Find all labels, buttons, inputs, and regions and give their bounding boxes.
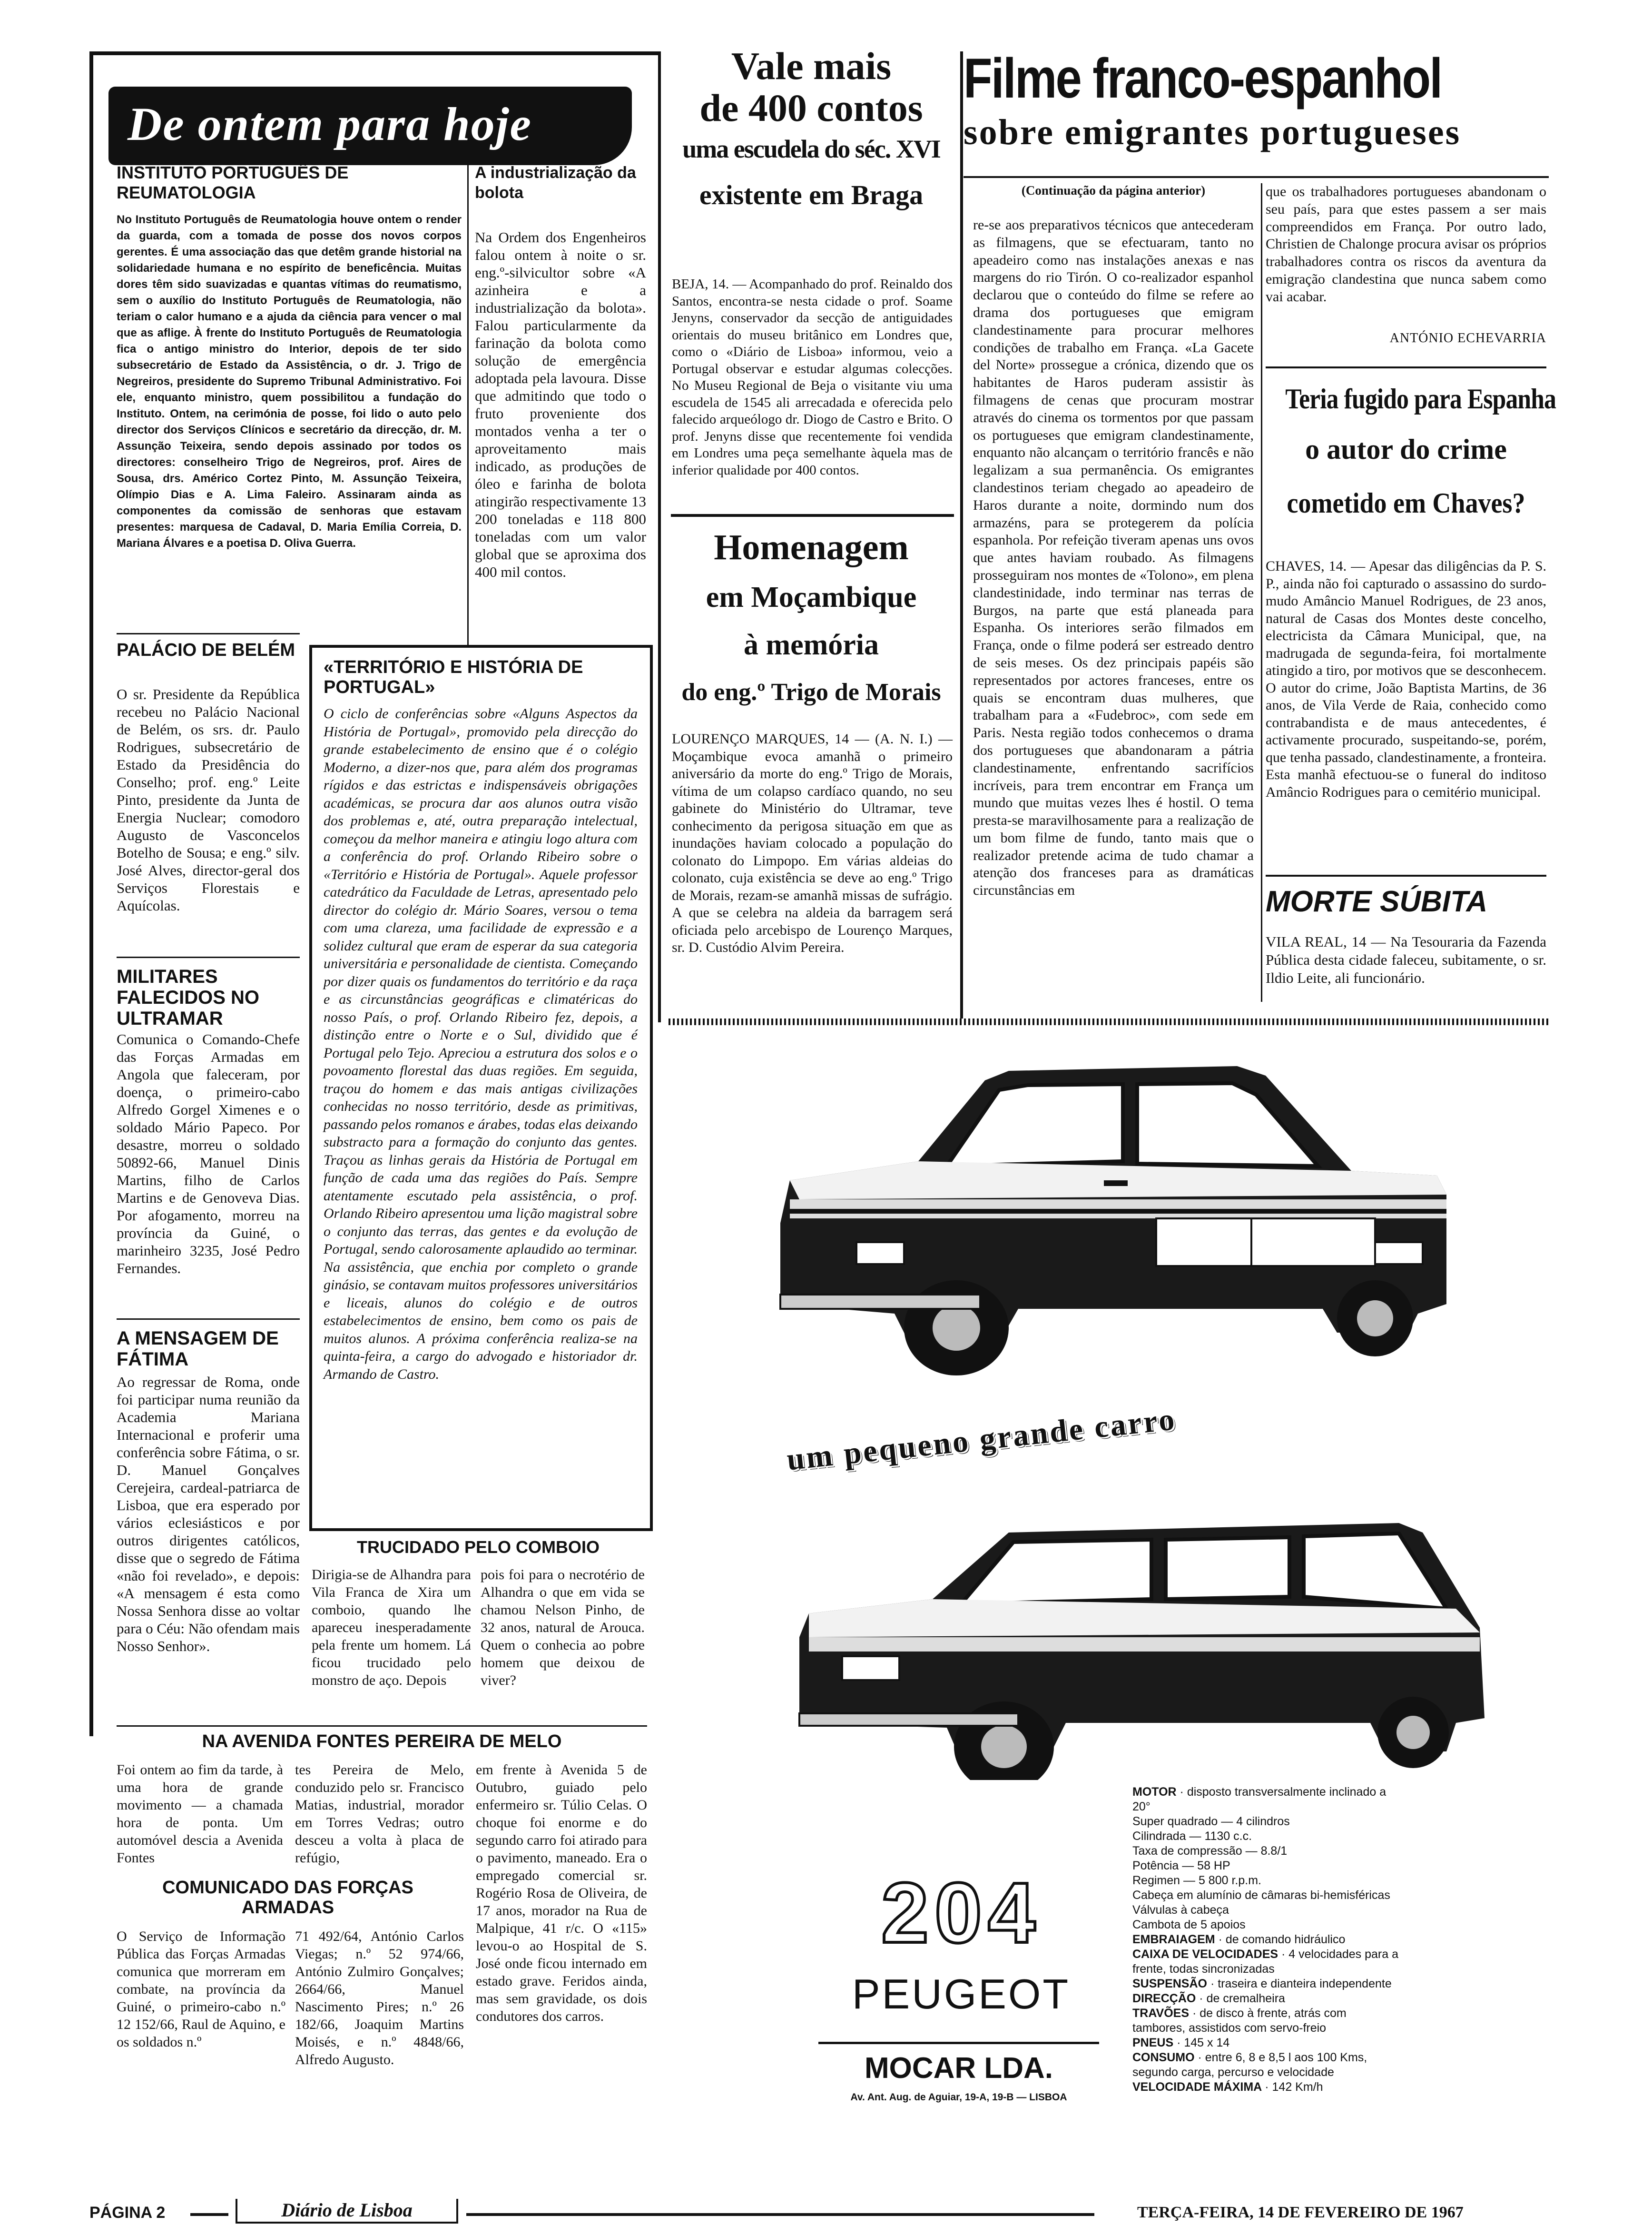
ad-slogan-wrap bbox=[785, 1402, 1451, 1499]
avenida-col1: Foi ontem ao fim da tarde, à uma hora de grande movimento — a chamada hora de ponta. Um automóvel descia a Avenida Fontes bbox=[117, 1762, 283, 1866]
fatima-body: Ao regressar de Roma, onde foi participar numa reunião da Academia Mariana Internacional e proferir uma conferência sobre Fátima, o sr. D. Manuel Gonçalves Cerejeira, cardeal-patriarca de Lisboa, que era esperado por vários eclesiásticos e por outros dirigentes católicos, disse que o segredo de Fátima «não foi revelado», e depois: «A mensagem é esta como Nossa Senhora disse ao voltar para o Céu: Não ofendam mais Nosso Senhor». bbox=[117, 1374, 300, 1654]
spec-value: · disposto transversalmente inclinado a 20° bbox=[1132, 1785, 1386, 1813]
spec-row bbox=[1132, 1903, 1399, 1918]
comunicado-title: COMUNICADO DAS FORÇAS ARMADAS bbox=[162, 1878, 413, 1918]
spec-row bbox=[1132, 2006, 1399, 2036]
footer-date: TERÇA-FEIRA, 14 DE FEVEREIRO DE 1967 bbox=[1137, 2204, 1464, 2221]
spec-value: Cabeça em alumínio de câmaras bi-hemisféricas bbox=[1132, 1889, 1390, 1902]
divider bbox=[671, 514, 954, 517]
col-rule bbox=[1261, 183, 1262, 1002]
divider bbox=[117, 633, 300, 634]
spec-value: Super quadrado — 4 cilindros bbox=[1132, 1815, 1290, 1828]
footer-rule bbox=[190, 2213, 228, 2216]
comboio-col2: pois foi para o necrotério de Alhandra o que em vida se chamou Nelson Pinho, de 32 anos, natural de Arouca. Quem o conhecia ao pobre homem que deixou de viver? bbox=[481, 1567, 645, 1688]
filme-col2: que os trabalhadores portugueses abandonam o seu país, para que estes passem a ser mais compreendidos em França. Por outro lado, Christien de Chalonge procura avisar os próprios trabalhadores contra os riscos da aventura da emigração clandestina que nunca sabem como vai acabar. bbox=[1266, 184, 1546, 305]
fugido-title1: Teria fugido para Espanha bbox=[1285, 383, 1556, 415]
comunicado-col1: O Serviço de Informação Pública das Forças Armadas comunica que morreram em combate, na província da Guiné, o primeiro-cabo n.º 12 152/66, Raul de Aquino, e os soldados n.º bbox=[117, 1928, 285, 2050]
fugido-title2: o autor do crime bbox=[1305, 434, 1507, 465]
homenagem-body: LOURENÇO MARQUES, 14 — (A. N. I.) — Moçambique evoca amanhã o primeiro aniversário da morte do eng.º Trigo de Morais, vítima de um colapso cardíaco quando, no seu gabinete do Ministério do Ultramar, teve conhecimento da perigosa situação em que as inundações haviam colocado a população do colonato do Limpopo. Em várias aldeias do colonato, cuja existência se deve ao eng.º Trigo de Morais, rezam-se amanhã missas de sufrágio. A que se celebra na aldeia da barragem será oficiada pelo arcebispo de Lourenço Marques, sr. D. Custódio Alvim Pereira. bbox=[672, 731, 953, 955]
vale-body: BEJA, 14. — Acompanhado do prof. Reinaldo dos Santos, encontra-se nesta cidade o prof. Soame Jenyns, conservador da secção de antiguidades orientais do museu britânico em Londres que, como o «Diário de Lisboa» informou, veio a Portugal observar e estudar algumas colecções. No Museu Regional de Beja o visitante viu uma escudela de 1545 ali arrecadada e oferecida pelo falecido arqueólogo dr. Diogo de Castro e Brito. O prof. Jenyns disse que recentemente foi vendida em Londres uma peça semelhante àquela mas de inferior qualidade por 400 contos. bbox=[672, 277, 953, 478]
ad-specs bbox=[1132, 1785, 1399, 2095]
bolota-title: A industrialização da bolota bbox=[475, 164, 636, 202]
vale-title1: Vale mais bbox=[731, 44, 892, 88]
divider bbox=[964, 176, 1549, 178]
spec-value: · de cremalheira bbox=[1199, 1992, 1285, 2005]
comunicado-col2: 71 492/64, António Carlos Viegas; n.º 52 974/66, António Zulmiro Gonçalves; 2664/66, Manuel Nascimento Pires; n.º 26 182/66, Joaquim Martins Moisés, e n.º 4848/66, Alfredo Augusto. bbox=[295, 1928, 464, 2067]
ad-slogan: um pequeno grande carro bbox=[785, 1402, 1178, 1477]
filme-byline: ANTÓNIO ECHEVARRIA bbox=[1389, 331, 1546, 346]
spec-value: Regimen — 5 800 r.p.m. bbox=[1132, 1874, 1261, 1887]
divider bbox=[117, 1725, 647, 1727]
ad-brand: PEUGEOT bbox=[852, 1970, 1071, 2017]
spec-row bbox=[1132, 1991, 1399, 2006]
spec-row bbox=[1132, 2036, 1399, 2050]
divider bbox=[1266, 366, 1546, 368]
homenagem-title1: Homenagem bbox=[714, 527, 909, 567]
spec-key: VELOCIDADE MÁXIMA bbox=[1132, 2080, 1265, 2094]
spec-value: Válvulas à cabeça bbox=[1132, 1903, 1229, 1917]
homenagem-title3: à memória bbox=[743, 629, 879, 661]
spec-key: MOTOR bbox=[1132, 1785, 1180, 1799]
bolota-body: Na Ordem dos Engenheiros falou ontem à noite o sr. eng.º-silvicultor sobre «A azinheira e a industrialização da bolota». Falou particularmente da farinação da bolota como solução de emergência adoptada pela lavoura. Disse que admitindo que todo o fruto proveniente dos montados venha a ter o aproveitamento mais indicado, as produções de óleo e farinha de bolota atingirão respectivamente 13 200 toneladas e 118 800 toneladas com um valor global que se aproxima dos 400 mil contos. bbox=[475, 229, 646, 580]
spec-key: CAIXA DE VELOCIDADES bbox=[1132, 1948, 1282, 1961]
vale-title4: existente em Braga bbox=[699, 179, 924, 210]
avenida-title: NA AVENIDA FONTES PEREIRA DE MELO bbox=[202, 1731, 562, 1751]
divider bbox=[1266, 875, 1546, 877]
wagon-car-image bbox=[790, 1494, 1494, 1780]
vale-title3: uma escudela do séc. XVI bbox=[682, 135, 940, 163]
spec-value: · 142 Km/h bbox=[1265, 2080, 1323, 2094]
divider bbox=[117, 957, 300, 958]
divider bbox=[818, 2042, 1099, 2044]
comboio-col1: Dirigia-se de Alhandra para Vila Franca de Xira um comboio, quando lhe apareceu inesperadamente pela frente um homem. Lá ficou trucidado pelo monstro de aço. Depois bbox=[312, 1567, 471, 1688]
vale-headline bbox=[666, 45, 956, 221]
ad-dealer: MOCAR LDA. bbox=[864, 2052, 1053, 2085]
spec-key: EMBRAIAGEM bbox=[1132, 1933, 1219, 1946]
fugido-headline bbox=[1266, 376, 1556, 529]
top-rule bbox=[89, 51, 658, 55]
spec-row bbox=[1132, 1829, 1399, 1844]
spec-value: · 145 x 14 bbox=[1177, 2036, 1230, 2049]
ad-model: 204 bbox=[881, 1865, 1042, 1961]
left-border bbox=[89, 51, 93, 1736]
avenida-col3: em frente à Avenida 5 de Outubro, guiado pelo enfermeiro sr. Túlio Celas. O choque foi enorme e do segundo carro foi atirado para o pavimento, maneado. Era o empregado comercial sr. Rogério Rosa de Oliveira, de 17 anos, morador na Rua de Malpique, 41 r/c. O «115» levou-o ao Hospital de S. José onde ficou internado em estado grave. Feridos ainda, mas sem gravidade, os dois condutores dos carros. bbox=[476, 1762, 647, 2024]
spec-row bbox=[1132, 1873, 1399, 1888]
spec-value: · de disco à frente, atrás com tambores, assistidos com servo-freio bbox=[1132, 2007, 1347, 2035]
col-rule bbox=[467, 162, 469, 647]
territorio-title: «TERRITÓRIO E HISTÓRIA DE PORTUGAL» bbox=[324, 657, 583, 697]
ad-address: Av. Ant. Aug. de Aguiar, 19-A, 19-B — LISBOA bbox=[850, 2092, 1067, 2103]
filme-title1: Filme franco-espanhol bbox=[964, 47, 1442, 110]
banner-title: De ontem para hoje bbox=[128, 98, 532, 150]
col-rule bbox=[960, 51, 963, 1022]
fatima-title: A MENSAGEM DE FÁTIMA bbox=[117, 1328, 279, 1370]
spec-key: TRAVÕES bbox=[1132, 2007, 1192, 2020]
footer-paper: Diário de Lisboa bbox=[236, 2199, 458, 2224]
militares-title: MILITARES FALECIDOS NO ULTRAMAR bbox=[117, 966, 260, 1029]
filme-continuation: (Continuação da página anterior) bbox=[1021, 183, 1206, 198]
spec-row bbox=[1132, 1844, 1399, 1859]
homenagem-title4: do eng.º Trigo de Morais bbox=[681, 679, 941, 706]
territorio-box bbox=[309, 645, 653, 1531]
spec-key: CONSUMO bbox=[1132, 2051, 1198, 2064]
footer-rule bbox=[466, 2213, 1094, 2216]
instituto-title: INSTITUTO PORTUGUÊS DE REUMATOLOGIA bbox=[117, 163, 349, 202]
spec-row bbox=[1132, 1932, 1399, 1947]
spec-value: · traseira e dianteira independente bbox=[1210, 1977, 1392, 1990]
spec-value: · de comando hidráulico bbox=[1218, 1933, 1346, 1946]
filme-col1: re-se aos preparativos técnicos que antecederam as filmagens, que se efectuaram, tanto no apeadeiro como nas instalações anexas e nas margens do rio Tirón. O co-realizador espanhol declarou que o conteúdo do filme se refere ao drama dos portugueses que emigram clandestinamente para procurar melhores condições de trabalho em França. «La Gacete del Norte» prossegue a crónica, dizendo que os habitantes de Haros puderam assistir às filmagens de cenas que procuram mostrar através do cinema os tormentos por que passam os portugueses que emigram clandestinamente, enquanto não alcançam o território francês e não legalizam a sua permanência. Os emigrantes clandestinos teriam chegado ao apeadeiro de Haros durante a noite, dormindo num dos armazéns, para se protegerem da polícia espanhola. Por refeição tiveram apenas uns ovos que antes haviam roubado. As filmagens prosseguiram nos montes de «Tolono», em plena clandestinidade, indo terminar nas terras de Burgos, na parte que está planeada para Espanha. Os interiores serão filmados em França, onde o filme poderá ser estreado dentro de seis meses. Os dez principais papéis são representados por actores franceses, entre os quais se encontram duas mulheres, que trabalham para a «Fudebroc», com sede em Paris. Nesta região todos conhecemos o drama dos portugueses que abandonaram a pátria clandestinamente, enfrentando sacrifícios incríveis, para trem encontrar em França um mundo que muitas vezes lhes é hostil. O tema presta-se maravilhosamente para a realização de um bom filme de fundo, tanto mais que o realizador pretende acima de tudo chamar a atenção dos franceses para as dramáticas circunstâncias em bbox=[973, 217, 1254, 899]
spec-row bbox=[1132, 1859, 1399, 1873]
avenida-col2: tes Pereira de Melo, conduzido pelo sr. Francisco Matias, industrial, morador em Torres Vedras; outro desceu a volta à placa de refúgio, bbox=[295, 1762, 464, 1866]
spec-key: DIRECÇÃO bbox=[1132, 1992, 1200, 2005]
homenagem-title2: em Moçambique bbox=[706, 581, 917, 613]
territorio-body: O ciclo de conferências sobre «Alguns Aspectos da História de Portugal», promovido pela direcção do grande estabelecimento de ensino que é o colégio Moderno, a dizer-nos que, para além dos programas rígidos e das estrictas e indispensáveis obrigações académicas, se procura dar aos alunos outra visão dos problemas e, até, outra preparação intelectual, começou da melhor maneira e atingiu logo altura com a conferência do prof. Orlando Ribeiro sobre o «Território e História de Portugal». Aquele professor catedrático da Faculdade de Letras, apresentado pelo director do colégio dr. Mário Soares, versou o tema com uma clareza, uma facilidade de expressão e a solidez cultural que eram de esperar da sua categoria universitária e personalidade de cientista. Começando por dizer quais os fundamentos do território e da raça e as circunstâncias geográficas e climatéricas do nosso País, o prof. Orlando Ribeiro fez, depois, a distinção entre o Norte e o Sul, dividido que é Portugal pelo Tejo. Apreciou a estrutura dos solos e o povoamento florestal das duas regiões. Em seguida, traçou do homem e das mais antigas civilizações conhecidas no nosso território, desde as primitivas, passando pelos romanos e árabes, todas elas deixando substracto para a formação do conjunto das gentes. Traçou as linhas gerais da História de Portugal em função de cada uma das regiões do País. Sempre atentamente escutado pela assistência, o prof. Orlando Ribeiro apresentou uma lição magistral sobre o conjunto das terras, das gentes e da evolução de Portugal, sendo calorosamente aplaudido ao terminar. Na assistência, que enchia por completo o grande ginásio, se contavam muitos professores universitários e liceais, alunos do colégio e de outros estabelecimentos de ensino, bem como os pais de muitos alunos. A próxima conferência realiza-se na quinta-feira, a cargo do advogado e historiador dr. Armando de Castro. bbox=[324, 706, 638, 1382]
morte-title: MORTE SÚBITA bbox=[1266, 885, 1488, 918]
militares-body: Comunica o Comando-Chefe das Forças Armadas em Angola que faleceram, por doença, o primeiro-cabo Alfredo Gorgel Ximenes e o soldado Mário Papeco. Por desastre, morreu o soldado 50892-66, Manuel Dinis Martins, filho de Carlos Martins e de Genoveva Dias. Por afogamento, morreu na província da Guiné, o marinheiro 3235, José Pedro Fernandes. bbox=[117, 1031, 300, 1276]
spec-value: Cilindrada — 1130 c.c. bbox=[1132, 1830, 1252, 1843]
spec-row bbox=[1132, 2080, 1399, 2095]
spec-row bbox=[1132, 1814, 1399, 1829]
spec-row bbox=[1132, 1977, 1399, 1991]
spec-row bbox=[1132, 1918, 1399, 1932]
banner-box bbox=[108, 87, 632, 165]
fugido-title3: cometido em Chaves? bbox=[1287, 487, 1525, 519]
spec-value: · entre 6, 8 e 8,5 l aos 100 Kms, segundo carga, percurso e velocidade bbox=[1132, 2051, 1367, 2079]
filme-headline bbox=[964, 48, 1549, 155]
instituto-body: No Instituto Português de Reumatologia houve ontem o render da guarda, com a tomada de posse dos novos corpos gerentes. É uma associação das que detêm grande historial na solidariedade humana e no espírito de beneficência. Muitas dores têm sido suavizadas e quantas vítimas do reumatismo, sem o auxílio do Instituto Português de Reumatologia, não teriam o calor humano e a ajuda da ciência para vencer o mal que as aflige. À frente do Instituto Português de Reumatologia fica o antigo ministro do Interior, depois de ter sido subsecretário de Estado da Assistência, o dr. J. Trigo de Negreiros, presidente do Supremo Tribunal Administrativo. Foi ele, enquanto ministro, quem possibilitou a fundação do Instituto. Ontem, na cerimónia de posse, foi lido o auto pelo director dos Serviços Clínicos e secretário da direcção, dr. M. Assunção Teixeira, sendo depois assinado por todos os directores: conselheiro Trigo de Negreiros, prof. Aires de Sousa, drs. Américo Cortez Pinto, M. Assunção Teixeira, Olímpio Dias e A. Lima Faleiro. Assinaram ainda as componentes da comissão de senhoras que estavam presentes: marquesa de Cadaval, D. Maria Emília Correia, D. Mariana Álvares e a poetisa D. Oliva Guerra. bbox=[117, 213, 462, 550]
spec-key: SUSPENSÃO bbox=[1132, 1977, 1210, 1990]
filme-title2: sobre emigrantes portugueses bbox=[964, 112, 1461, 152]
col-rule bbox=[658, 51, 661, 1022]
palacio-body: O sr. Presidente da República recebeu no Palácio Nacional de Belém, os srs. dr. Paulo Rodrigues, subsecretário de Estado da Presidência do Conselho; prof. eng.º Leite Pinto, presidente da Junta de Energia Nuclear; comodoro Augusto de Vasconcelos Botelho de Sousa; e eng.º silv. José Alves, director-geral dos Serviços Florestais e Aquícolas. bbox=[117, 686, 300, 914]
comboio-title: TRUCIDADO PELO COMBOIO bbox=[357, 1537, 600, 1557]
ad-separator bbox=[669, 1019, 1549, 1025]
morte-body: VILA REAL, 14 — Na Tesouraria da Fazenda Pública desta cidade faleceu, subitamente, o sr. Ildio Leite, ali funcionário. bbox=[1266, 933, 1546, 986]
spec-value: · 4 velocidades para a frente, todas sincronizadas bbox=[1132, 1948, 1398, 1976]
homenagem-headline bbox=[666, 521, 956, 716]
spec-row bbox=[1132, 1888, 1399, 1903]
spec-value: Potência — 58 HP bbox=[1132, 1859, 1230, 1872]
vale-title2: de 400 contos bbox=[699, 86, 923, 129]
spec-row bbox=[1132, 2050, 1399, 2080]
divider bbox=[117, 1318, 300, 1320]
palacio-title: PALÁCIO DE BELÉM bbox=[117, 640, 295, 660]
sedan-car-image bbox=[761, 1038, 1456, 1380]
spec-row bbox=[1132, 1785, 1399, 1814]
fugido-body: CHAVES, 14. — Apesar das diligências da P. S. P., ainda não foi capturado o assassino do surdo-mudo Amâncio Manuel Rodrigues, de 23 anos, natural de Casas dos Montes deste concelho, electricista da Câmara Municipal, que, na madrugada de segunda-feira, foi mortalmente atingido a tiro, por motivos que se desconhecem. O autor do crime, João Baptista Martins, de 36 anos, de Vila Verde de Raia, conhecido como contrabandista e de maus antecedentes, é activamente procurado, suspeitando-se, porém, que tenha passado, clandestinamente, a fronteira. Esta manhã efectuou-se o funeral do inditoso Amâncio Rodrigues para o cemitério municipal. bbox=[1266, 558, 1546, 800]
spec-row bbox=[1132, 1947, 1399, 1977]
spec-value: Cambota de 5 apoios bbox=[1132, 1918, 1246, 1931]
footer-page: PÁGINA 2 bbox=[89, 2204, 166, 2222]
spec-value: Taxa de compressão — 8.8/1 bbox=[1132, 1844, 1288, 1858]
spec-key: PNEUS bbox=[1132, 2036, 1177, 2049]
